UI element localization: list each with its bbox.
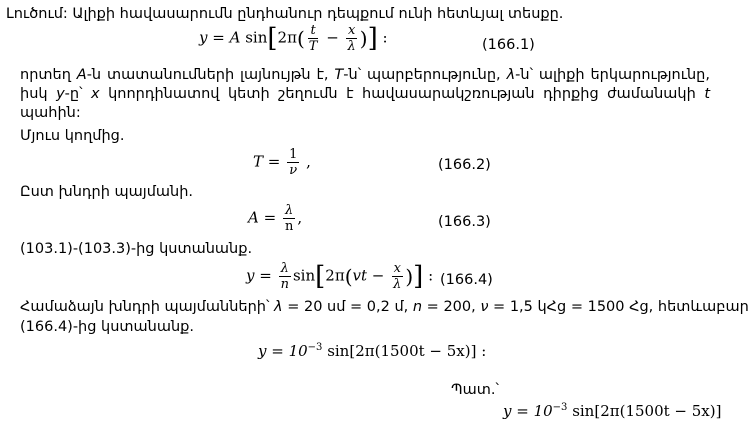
eq1-lhs: y = bbox=[199, 28, 230, 47]
eq1-minus: − bbox=[321, 28, 344, 47]
eq1-amplitude: A bbox=[229, 28, 241, 47]
text-line-displacement: իսկ y-ը՝ x կոորդինատով կետի շեղումն է հավասարակշռության դիրքից ժամանակի t bbox=[20, 86, 710, 102]
text-given-values: Համաձայն խնդրի պայմանների՝ λ = 20 սմ = 0,2 մ, n = 200, ν = 1,5 կՀց = 1500 Հց, հետևաբար bbox=[20, 299, 749, 315]
solution-intro: Լուծում: Ալիքի հավասարումն ընդհանուր դեպքում ունի հետևյալ տեսքը. bbox=[6, 6, 564, 22]
equation-result: $y = 10^{-3}$ sin[2π(1500t − 5x)] : bbox=[258, 342, 487, 360]
equation-number-166-2: (166.2) bbox=[438, 157, 491, 173]
equation-number-166-4: (166.4) bbox=[440, 272, 493, 288]
text-line-moment: պահին: bbox=[20, 105, 81, 121]
text-we-get: (103.1)-(103.3)-ից կստանանք. bbox=[20, 241, 253, 257]
eq1-frac-x-lambda: $\frac{x}{\lambda}$ bbox=[347, 23, 356, 54]
eq4-frac-x-lambda: $\frac{x}{\lambda}$ bbox=[393, 261, 402, 292]
text-line-where: որտեղ A-ն տատանումների լայնույթն է, T-ն՝ պարբերությունը, λ-ն՝ ալիքի երկարությունը, bbox=[20, 67, 710, 83]
answer-label: Պատ.՝ bbox=[451, 382, 499, 398]
equation-166-4: y = $\frac{\lambda}{n}$ sin[2π(vt − $\frac{x}{\lambda}$ )] : bbox=[246, 261, 434, 292]
eq3-frac: $\frac{\lambda}{n}$ bbox=[284, 203, 294, 234]
eq2-frac: $\frac{1}{\nu}$ bbox=[289, 147, 298, 178]
equation-number-166-1: (166.1) bbox=[482, 37, 535, 53]
eq4-frac-lambda-n: $\frac{\lambda}{n}$ bbox=[280, 261, 289, 292]
eq1-two-pi: 2π bbox=[277, 28, 297, 47]
eq1-sin: sin bbox=[240, 28, 268, 47]
equation-166-1: y = A sin[2π( $\frac{t}{T}$ − $\frac{x}{\lambda}$ )] : bbox=[199, 23, 388, 54]
text-other-side: Մյուս կողմից. bbox=[20, 128, 125, 144]
eq1-frac-t-T: $\frac{t}{T}$ bbox=[308, 23, 318, 54]
equation-166-2: T = $\frac{1}{\nu}$ , bbox=[253, 147, 311, 178]
answer-equation: $y = 10^{-3}$ sin[2π(1500t − 5x)] bbox=[503, 402, 722, 420]
equation-166-3: A = $\frac{\lambda}{n}$ , bbox=[248, 203, 303, 234]
text-from-166-4: (166.4)-ից կստանանք. bbox=[20, 319, 194, 335]
text-condition: Ըստ խնդրի պայմանի. bbox=[20, 184, 194, 200]
equation-number-166-3: (166.3) bbox=[438, 214, 491, 230]
